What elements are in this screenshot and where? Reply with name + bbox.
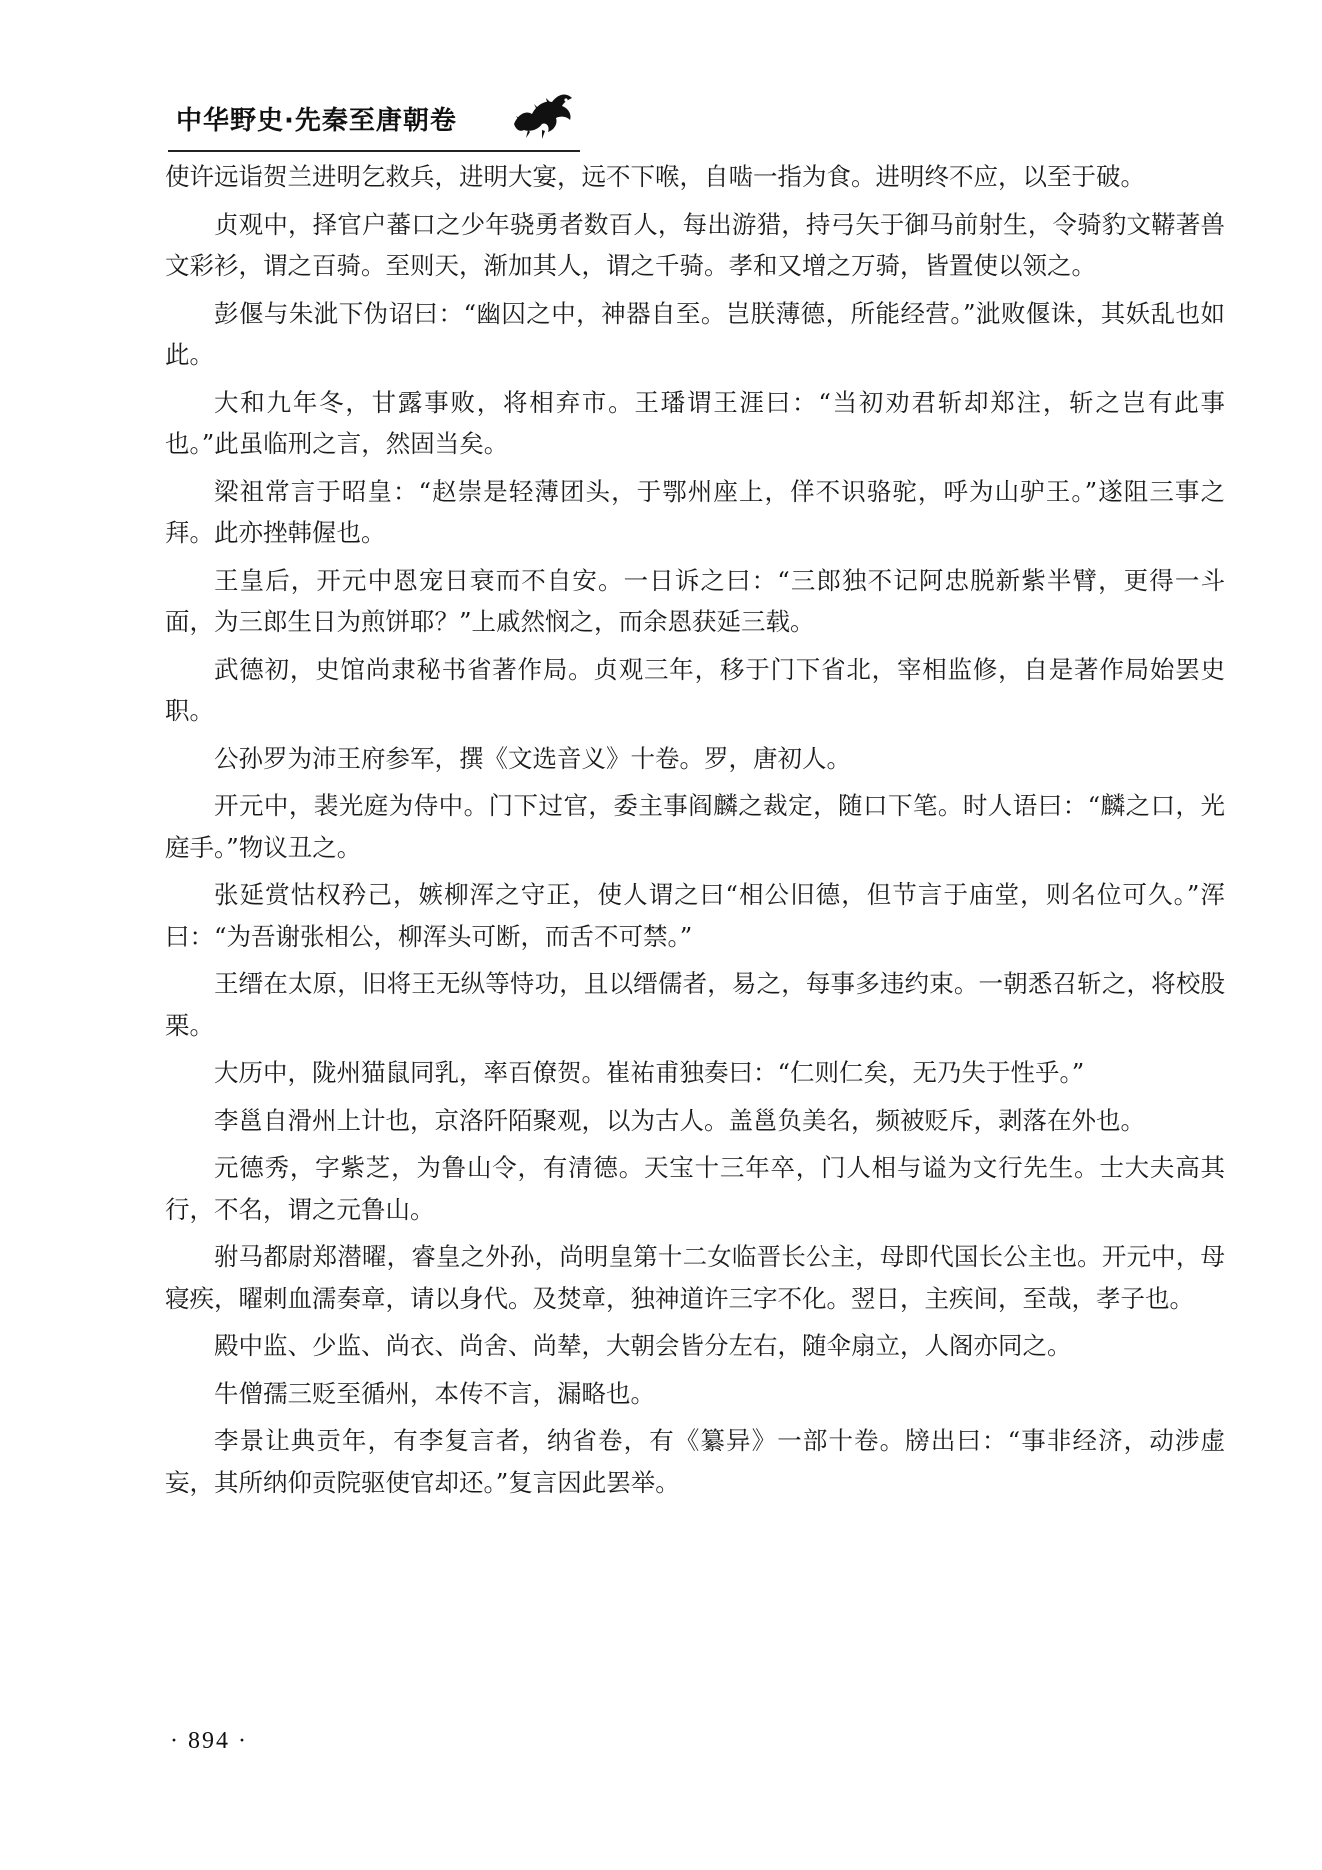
- paragraph: 李邕自滑州上计也，京洛阡陌聚观，以为古人。盖邕负美名，频被贬斥，剥落在外也。: [214, 1105, 1145, 1135]
- header-divider: [168, 150, 580, 152]
- paragraph: 彭偃与朱泚下伪诏曰：“幽囚之中，神器自至。岂朕薄德，所能经营。”泚败偃诛，其妖乱也如此。: [165, 298, 1225, 369]
- page-number: · 894 ·: [170, 1728, 248, 1754]
- paragraph: 武德初，史馆尚隶秘书省著作局。贞观三年，移于门下省北，宰相监修，自是著作局始罢史职。: [165, 654, 1225, 725]
- paragraph: 王缙在太原，旧将王无纵等恃功，且以缙儒者，易之，每事多违约束。一朝悉召斩之，将校股栗。: [165, 969, 1225, 1040]
- paragraph: 殿中监、少监、尚衣、尚舍、尚辇，大朝会皆分左右，随伞扇立，人阁亦同之。: [214, 1331, 1072, 1360]
- paragraph: 大和九年冬，甘露事败，将相弃市。王璠谓王涯曰：“当初劝君斩却郑注，斩之岂有此事也。”此虽临刑之言，然固当矣。: [165, 387, 1225, 458]
- dragon-emblem-icon: [508, 86, 580, 142]
- paragraph: 公孙罗为沛王府参军，撰《文选音义》十卷。罗，唐初人。: [214, 743, 851, 773]
- paragraph: 梁祖常言于昭皇：“赵崇是轻薄团头，于鄂州座上，佯不识骆驼，呼为山驴王。”遂阻三事之拜。此亦挫韩偓也。: [165, 476, 1225, 547]
- paragraph: 张延赏怙权矜己，嫉柳浑之守正，使人谓之曰“相公旧德，但节言于庙堂，则名位可久。”浑曰：“为吾谢张相公，柳浑头可断，而舌不可禁。”: [165, 880, 1225, 951]
- paragraph: 李景让典贡年，有李复言者，纳省卷，有《纂异》一部十卷。牓出曰：“事非经济，动涉虚妄，其所纳仰贡院驱使官却还。”复言因此罢举。: [165, 1426, 1225, 1497]
- book-title: 中华野史·先秦至唐朝卷: [176, 106, 457, 136]
- paragraph: 贞观中，择官户蕃口之少年骁勇者数百人，每出游猎，持弓矢于御马前射生，令骑豹文鞯著兽文彩衫，谓之百骑。至则天，渐加其人，谓之千骑。孝和又增之万骑，皆置使以领之。: [165, 209, 1225, 280]
- paragraph: 开元中，裴光庭为侍中。门下过官，委主事阎麟之裁定，随口下笔。时人语曰：“麟之口，光庭手。”物议丑之。: [165, 791, 1225, 862]
- paragraph: 牛僧孺三贬至循州，本传不言，漏略也。: [214, 1378, 655, 1408]
- paragraph: 驸马都尉郑潜曜，睿皇之外孙，尚明皇第十二女临晋长公主，母即代国长公主也。开元中，母寝疾，曜刺血濡奏章，请以身代。及焚章，独神道许三字不化。翌日，主疾间，至哉，孝子也。: [165, 1242, 1225, 1313]
- paragraph: 元德秀，字紫芝，为鲁山令，有清德。天宝十三年卒，门人相与谥为文行先生。士大夫高其行，不名，谓之元鲁山。: [165, 1153, 1225, 1224]
- paragraph: 大历中，陇州猫鼠同乳，率百僚贺。崔祐甫独奏曰：“仁则仁矣，无乃失于性乎。”: [214, 1058, 1085, 1087]
- paragraph: 王皇后，开元中恩宠日衰而不自安。一日诉之曰：“三郎独不记阿忠脱新紫半臂，更得一斗面，为三郎生日为煎饼耶？”上戚然悯之，而余恩获延三载。: [165, 565, 1225, 636]
- article-body: [165, 156, 1225, 1509]
- running-header: [168, 86, 578, 150]
- paragraph: 使许远诣贺兰进明乞救兵，进明大宴，远不下喉，自啮一指为食。进明终不应，以至于破。: [165, 162, 1145, 191]
